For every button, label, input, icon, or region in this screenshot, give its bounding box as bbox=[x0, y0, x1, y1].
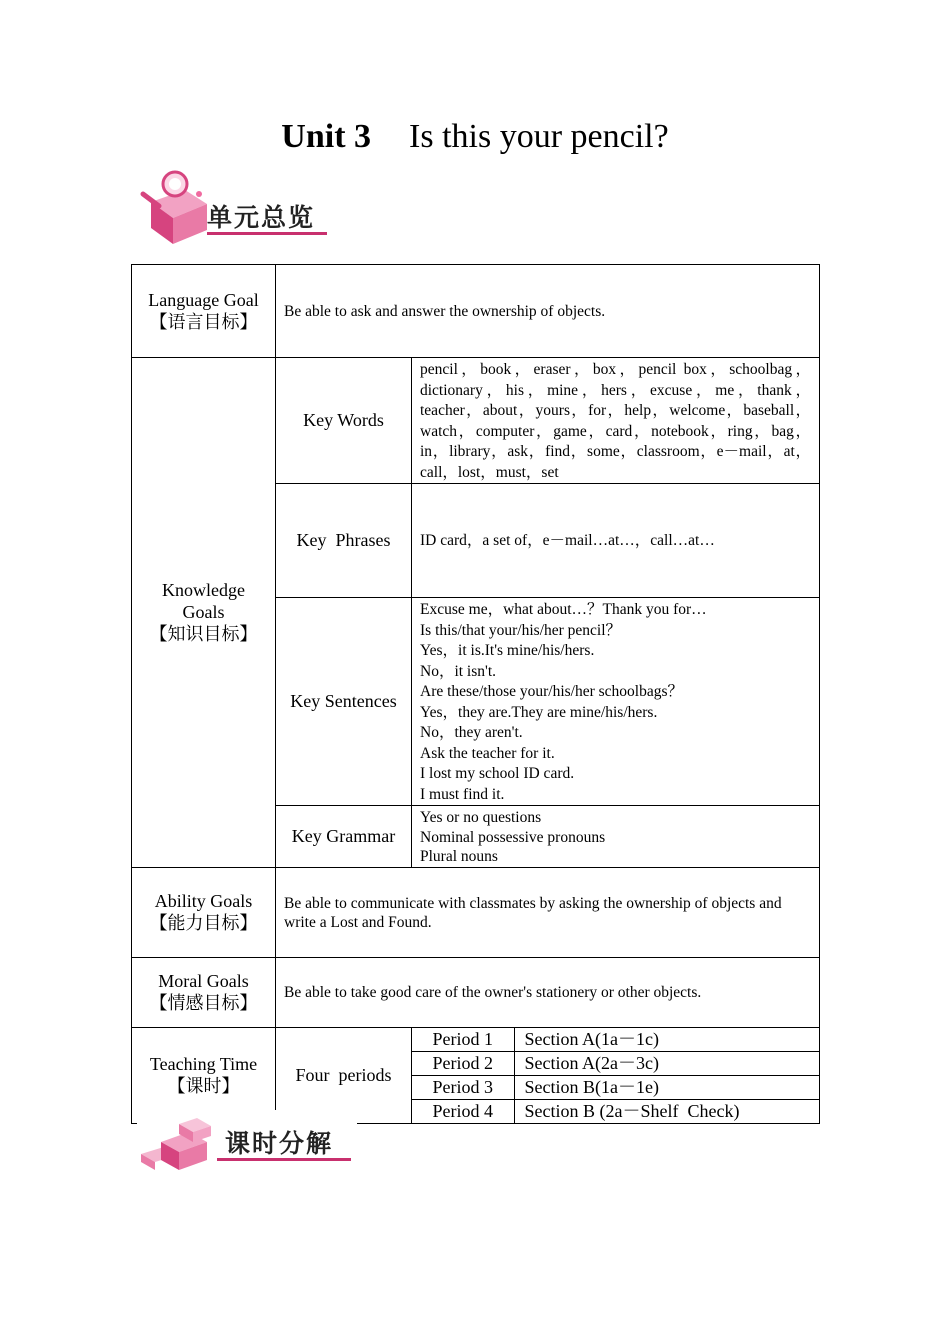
overview-banner-label: 单元总览 bbox=[207, 203, 316, 232]
unit-topic: Is this your pencil? bbox=[409, 118, 669, 155]
teaching-time-label-cell bbox=[132, 1027, 276, 1123]
page-title bbox=[0, 118, 950, 156]
periods-table bbox=[412, 1028, 819, 1123]
key-grammar-line: Plural nouns bbox=[420, 848, 498, 865]
key-sentence-line: Are these/those your/his/her schoolbags？ bbox=[420, 683, 684, 700]
period-section: Section B(1a－1e) bbox=[514, 1075, 819, 1099]
key-words-row bbox=[132, 358, 820, 484]
period-row bbox=[412, 1099, 819, 1123]
language-goal-label-cell bbox=[132, 265, 276, 358]
key-sentences-content bbox=[412, 598, 820, 806]
key-sentence-line: Is this/that your/his/her pencil？ bbox=[420, 621, 622, 639]
language-goal-label: Language Goal bbox=[148, 290, 259, 310]
periods-count: Four periods bbox=[276, 1027, 412, 1123]
key-grammar-line: Nominal possessive pronouns bbox=[420, 828, 606, 846]
key-sentence-line: Ask the teacher for it. bbox=[420, 744, 555, 762]
key-sentence-line: Yes，it is.It's mine/his/hers. bbox=[420, 642, 595, 659]
ability-goals-label: Ability Goals bbox=[154, 891, 253, 911]
moral-goals-label: Moral Goals bbox=[158, 971, 249, 991]
period-number: Period 1 bbox=[412, 1028, 514, 1052]
period-row bbox=[412, 1075, 819, 1099]
overview-banner bbox=[137, 164, 337, 246]
breakdown-banner-label: 课时分解 bbox=[225, 1129, 334, 1158]
moral-goals-label-cell bbox=[132, 957, 276, 1027]
key-sentence-line: Excuse me，what about…？Thank you for… bbox=[420, 601, 707, 618]
key-grammar-content bbox=[412, 806, 820, 868]
knowledge-label-cn: 【知识目标】 bbox=[149, 624, 258, 645]
teaching-time-label: Teaching Time bbox=[149, 1054, 258, 1074]
period-number: Period 4 bbox=[412, 1099, 514, 1123]
knowledge-label-line1: Knowledge bbox=[162, 580, 245, 601]
language-goal-content: Be able to ask and answer the ownership of objects. bbox=[276, 265, 820, 358]
key-words-label: Key Words bbox=[276, 358, 412, 484]
moral-goals-label-cn: 【情感目标】 bbox=[149, 993, 258, 1013]
key-sentence-line: Yes，they are.They are mine/his/hers. bbox=[420, 703, 658, 721]
unit-number: Unit 3 bbox=[281, 118, 372, 155]
key-sentence-line: No，they aren't. bbox=[420, 724, 523, 741]
period-number: Period 3 bbox=[412, 1075, 514, 1099]
key-phrases-label: Key Phrases bbox=[276, 484, 412, 598]
ability-goals-label-cn: 【能力目标】 bbox=[149, 913, 258, 933]
period-row bbox=[412, 1051, 819, 1075]
key-sentence-line: I lost my school ID card. bbox=[420, 765, 575, 782]
teaching-time-label-cn: 【课时】 bbox=[167, 1076, 240, 1096]
knowledge-goals-label-cell bbox=[132, 358, 276, 868]
key-sentence-line: No，it isn't. bbox=[420, 662, 496, 680]
ability-goals-content: Be able to communicate with classmates by asking the ownership of objects and write a Lost and Found. bbox=[276, 867, 820, 957]
breakdown-banner bbox=[137, 1110, 357, 1176]
moral-goals-row bbox=[132, 957, 820, 1027]
ability-goals-label-cell bbox=[132, 867, 276, 957]
unit-overview-table bbox=[131, 264, 820, 1124]
key-words-content: pencil，book，eraser，box，pencil box，schoolbag，dictionary，his，mine，hers，excuse，me，thank，teacher，about，yours，for，help，welcome，baseball，watch，computer，game，card，notebook，ring，bag，in，library，ask，find，some，classroom，e－mail，at，call，lost，must，set bbox=[412, 358, 820, 484]
period-number: Period 2 bbox=[412, 1051, 514, 1075]
moral-goals-content: Be able to take good care of the owner's stationery or other objects. bbox=[276, 957, 820, 1027]
key-phrases-content: ID card，a set of，e－mail…at…，call…at… bbox=[412, 484, 820, 598]
knowledge-label-line2: Goals bbox=[182, 602, 225, 623]
language-goal-label-cn: 【语言目标】 bbox=[149, 312, 258, 332]
key-sentence-line: I must find it. bbox=[420, 785, 505, 803]
key-sentences-label: Key Sentences bbox=[276, 598, 412, 806]
period-section: Section A(2a－3c) bbox=[514, 1051, 819, 1075]
language-goal-row bbox=[132, 265, 820, 358]
period-row bbox=[412, 1028, 819, 1052]
period-section: Section A(1a－1c) bbox=[514, 1028, 819, 1052]
periods-cell bbox=[412, 1027, 820, 1123]
key-grammar-label: Key Grammar bbox=[276, 806, 412, 868]
key-grammar-line: Yes or no questions bbox=[420, 809, 542, 826]
ability-goals-row bbox=[132, 867, 820, 957]
teaching-time-row bbox=[132, 1027, 820, 1123]
period-section: Section B (2a－Shelf Check) bbox=[514, 1099, 819, 1123]
